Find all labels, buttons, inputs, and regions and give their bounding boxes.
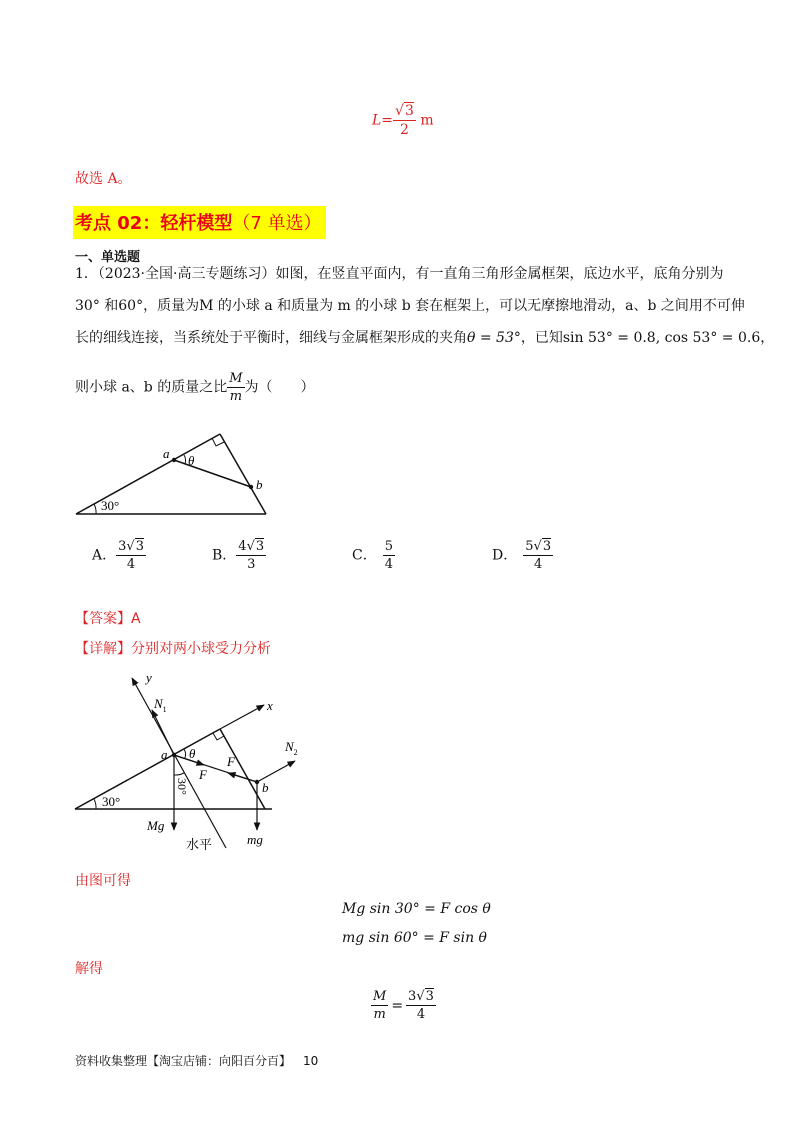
derivation-intro: 由图可得 — [75, 873, 131, 889]
option-a-coef: 3 — [118, 539, 127, 554]
result-formula: $\frac{M}{m}$ = $\frac{3√3}{4}$ — [373, 989, 434, 1022]
option-b-letter: B． — [212, 547, 237, 564]
theta-arc-2 — [184, 749, 186, 758]
ball-a — [172, 458, 176, 462]
formula-var-L: L — [372, 112, 382, 129]
option-d-value: $\frac{5√3}{4}$ — [525, 539, 552, 572]
answer-label: 【答案】 — [75, 611, 131, 627]
figure-triangle-frame — [70, 425, 280, 525]
formula-equals: = — [381, 112, 394, 129]
angle-30-arc — [94, 504, 96, 514]
frame-right-side — [220, 729, 265, 809]
label-N1: $N_1$ — [154, 696, 167, 714]
equation-1: Mg sin 30° = F cos θ — [342, 901, 491, 917]
triangle-hypotenuse — [76, 434, 220, 514]
detail-line — [75, 642, 271, 656]
footer — [75, 1052, 318, 1069]
label-b: b — [256, 477, 263, 492]
question-text-3e: ， — [760, 330, 775, 346]
label-mg: mg — [247, 832, 263, 847]
option-a-letter: A． — [92, 547, 117, 564]
result-rad: 3 — [425, 989, 434, 1004]
figure-force-analysis — [68, 668, 308, 858]
question-trig-values: sin 53° = 0.8, cos 53° = 0.6 — [562, 330, 761, 346]
angle-vert-arc — [174, 773, 184, 775]
option-b-coef: 4 — [238, 539, 247, 554]
footer-text: 资料收集整理【淘宝店铺：向阳百分百】 — [75, 1054, 292, 1068]
label-b-2: b — [262, 780, 269, 795]
N2-arrow — [257, 761, 295, 782]
question-line-1 — [75, 267, 723, 281]
label-Mg: Mg — [147, 818, 165, 833]
question-source: （2023·全国·高三专题练习） — [97, 266, 276, 282]
option-b-den: 3 — [247, 557, 256, 572]
label-theta: θ — [188, 453, 195, 468]
question-line-3 — [75, 331, 774, 345]
solve-label: 解得 — [75, 961, 103, 977]
result-value: $\frac{3√3}{4}$ — [408, 989, 434, 1022]
label-F-a: F — [199, 767, 207, 782]
label-angle-30: 30° — [101, 498, 120, 513]
formula-fraction: $\frac{√3}{2}$ — [395, 103, 414, 138]
question-text-3c: ，已知 — [520, 330, 563, 346]
ratio-den: m — [229, 389, 243, 404]
label-theta-2: θ — [189, 746, 196, 761]
label-angle-base: 30° — [102, 794, 121, 809]
triangle-right-side — [220, 434, 266, 514]
option-c-num: 5 — [384, 539, 393, 554]
question-line-4 — [75, 372, 315, 403]
result-ratio — [371, 990, 388, 1021]
question-text-1: 如图，在竖直平面内，有一直角三角形金属框架，底边水平，底角分别为 — [275, 266, 724, 282]
label-x: x — [267, 698, 273, 713]
result-den: m — [373, 1007, 386, 1022]
question-theta-value: θ = 53° — [467, 330, 521, 346]
answer-value: A — [131, 611, 141, 627]
ball-a-2 — [172, 753, 176, 757]
section-label: 考点 02：轻杆模型 — [75, 213, 233, 234]
option-a[interactable] — [92, 540, 146, 571]
option-a-value: $\frac{3√3}{4}$ — [118, 539, 144, 572]
ball-b-2 — [255, 780, 259, 784]
section-count: （7 单选） — [232, 213, 322, 234]
label-y: y — [146, 670, 152, 685]
option-d[interactable] — [492, 540, 553, 571]
label-F-b: F — [227, 754, 235, 769]
option-c-den: 4 — [384, 557, 393, 572]
answer-line — [75, 612, 141, 626]
equation-2: mg sin 60° = F sin θ — [342, 930, 487, 946]
question-text-3a: 长的细线连接，当系统处于平衡时，细线与金属框架形成的夹角 — [75, 330, 467, 346]
label-angle-vert: 30° — [175, 778, 189, 795]
option-d-coef: 5 — [525, 539, 534, 554]
ratio-num: M — [229, 371, 243, 386]
section-heading — [73, 206, 326, 239]
x-axis-arrow — [220, 705, 264, 729]
page-number: 10 — [303, 1054, 319, 1068]
frac-sqrt: 3 — [404, 103, 414, 119]
angle-30-arc-2 — [94, 799, 96, 809]
F-on-b-arrow — [228, 773, 257, 782]
result-coef: 3 — [408, 989, 417, 1004]
result-num: M — [373, 989, 387, 1004]
detail-label: 【详解】 — [75, 641, 131, 657]
option-d-den: 4 — [534, 557, 543, 572]
option-b-value: $\frac{4√3}{3}$ — [238, 539, 265, 572]
string-ab — [174, 460, 251, 487]
subsection-title: 一、单选题 — [75, 250, 141, 265]
previous-conclusion: 故选 A。 — [75, 171, 132, 187]
ball-b — [249, 485, 253, 489]
option-a-rad: 3 — [135, 539, 144, 554]
option-a-den: 4 — [126, 557, 136, 572]
question-text-4a: 则小球 a、b 的质量之比 — [75, 379, 228, 396]
label-horizontal: 水平 — [186, 837, 213, 852]
label-a-2: a — [161, 747, 168, 762]
formula-unit: m — [420, 112, 434, 129]
label-N2: $N_2$ — [285, 739, 298, 757]
option-c-letter: C． — [352, 547, 377, 564]
question-number: 1． — [75, 266, 98, 282]
result-value-den: 4 — [416, 1007, 426, 1022]
theta-arc — [184, 455, 186, 464]
option-d-letter: D． — [492, 547, 518, 564]
question-text-4b: 为（ ） — [244, 379, 315, 396]
option-b-rad: 3 — [255, 539, 265, 554]
option-b[interactable] — [212, 540, 266, 571]
question-mass-ratio — [227, 372, 244, 403]
previous-result-formula — [372, 104, 434, 137]
question-line-2: 30° 和60°，质量为M 的小球 a 和质量为 m 的小球 b 套在框架上，可以无摩擦地滑动，a、b 之间用不可伸 — [75, 298, 745, 314]
detail-text: 分别对两小球受力分析 — [131, 641, 271, 657]
option-d-rad: 3 — [542, 539, 552, 554]
frac-den: 2 — [399, 122, 409, 138]
label-a: a — [163, 446, 170, 461]
option-c-value — [383, 540, 395, 571]
option-c[interactable] — [352, 540, 395, 571]
